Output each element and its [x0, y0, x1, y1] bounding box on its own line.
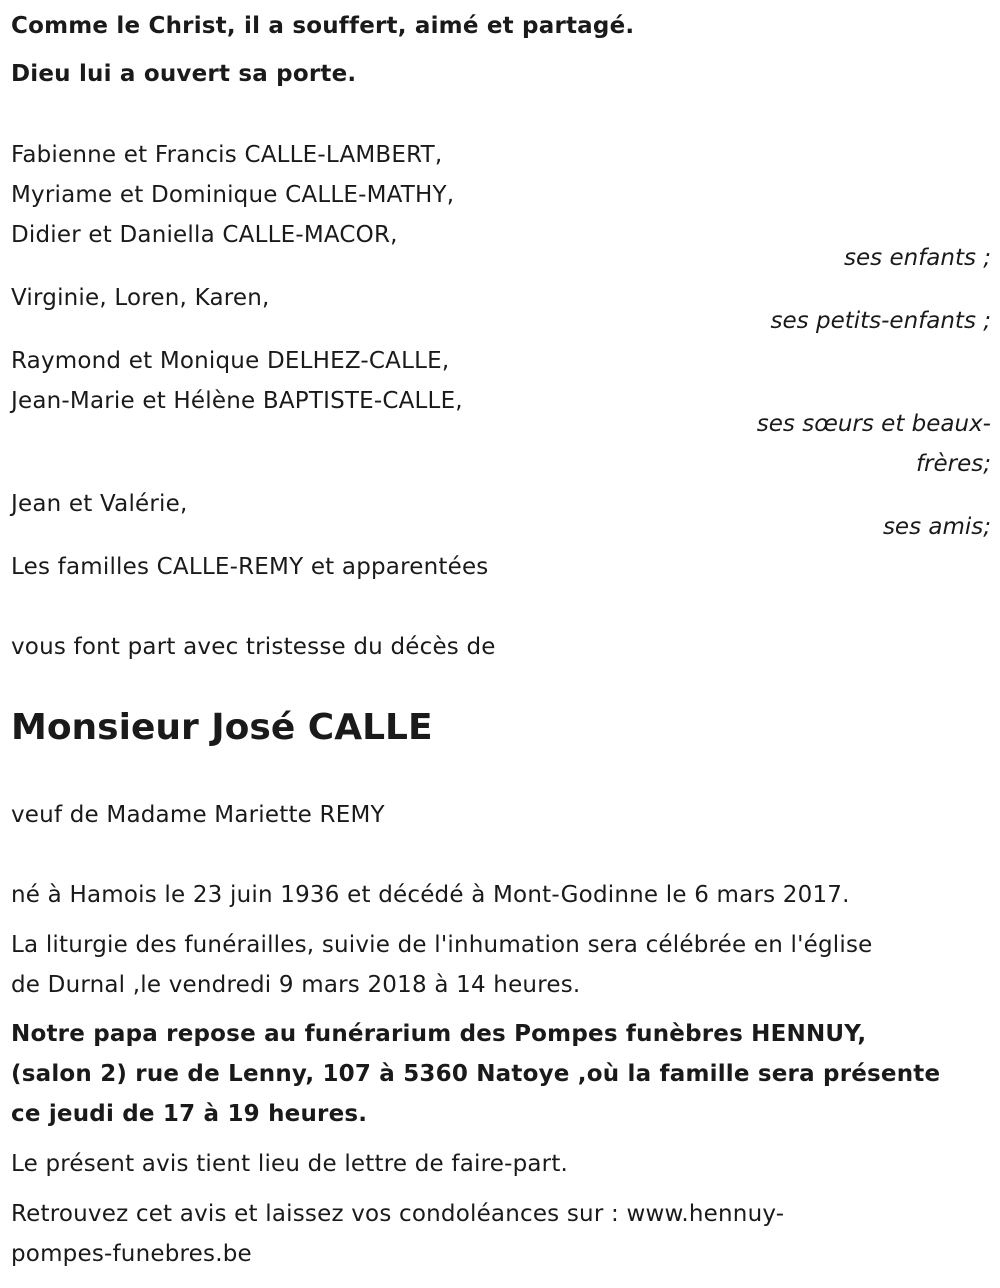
visitation-line-1: Notre papa repose au funérarium des Pompes funèbres HENNUY,: [11, 1021, 867, 1047]
child-name: Didier et Daniella CALLE-MACOR,: [11, 222, 398, 248]
quote-line-1: Comme le Christ, il a souffert, aimé et partagé.: [11, 13, 635, 39]
spouse-text: veuf de Madame Mariette REMY: [11, 802, 385, 828]
visitation-line-2: (salon 2) rue de Lenny, 107 à 5360 Natoye ,où la famille sera présente: [11, 1061, 941, 1087]
online-line-1: Retrouvez cet avis et laissez vos condoléances sur : www.hennuy-: [11, 1201, 785, 1227]
visitation-line-3: ce jeudi de 17 à 19 heures.: [11, 1101, 368, 1127]
extended-families: Les familles CALLE-REMY et apparentées: [11, 554, 489, 580]
online-line-2: pompes-funebres.be: [11, 1241, 252, 1267]
funeral-line-1: La liturgie des funérailles, suivie de l'inhumation sera célébrée en l'église: [11, 932, 873, 958]
child-name: Myriame et Dominique CALLE-MATHY,: [11, 182, 455, 208]
siblings-role-line-1: ses sœurs et beaux-: [756, 411, 991, 437]
sibling-name: Raymond et Monique DELHEZ-CALLE,: [11, 348, 450, 374]
notice-text: Le présent avis tient lieu de lettre de faire-part.: [11, 1151, 569, 1177]
friends-names: Jean et Valérie,: [11, 491, 188, 517]
birth-death-dates: né à Hamois le 23 juin 1936 et décédé à Mont-Godinne le 6 mars 2017.: [11, 882, 850, 908]
deceased-name: Monsieur José CALLE: [11, 707, 433, 748]
grandchildren-role: ses petits-enfants ;: [770, 308, 991, 334]
siblings-role-line-2: frères;: [915, 451, 991, 477]
quote-line-2: Dieu lui a ouvert sa porte.: [11, 61, 357, 87]
announcement-text: vous font part avec tristesse du décès de: [11, 634, 496, 660]
children-role: ses enfants ;: [844, 245, 991, 271]
grandchildren-names: Virginie, Loren, Karen,: [11, 285, 270, 311]
child-name: Fabienne et Francis CALLE-LAMBERT,: [11, 142, 443, 168]
friends-role: ses amis;: [882, 514, 991, 540]
funeral-line-2: de Durnal ,le vendredi 9 mars 2018 à 14 heures.: [11, 972, 581, 998]
sibling-name: Jean-Marie et Hélène BAPTISTE-CALLE,: [11, 388, 463, 414]
